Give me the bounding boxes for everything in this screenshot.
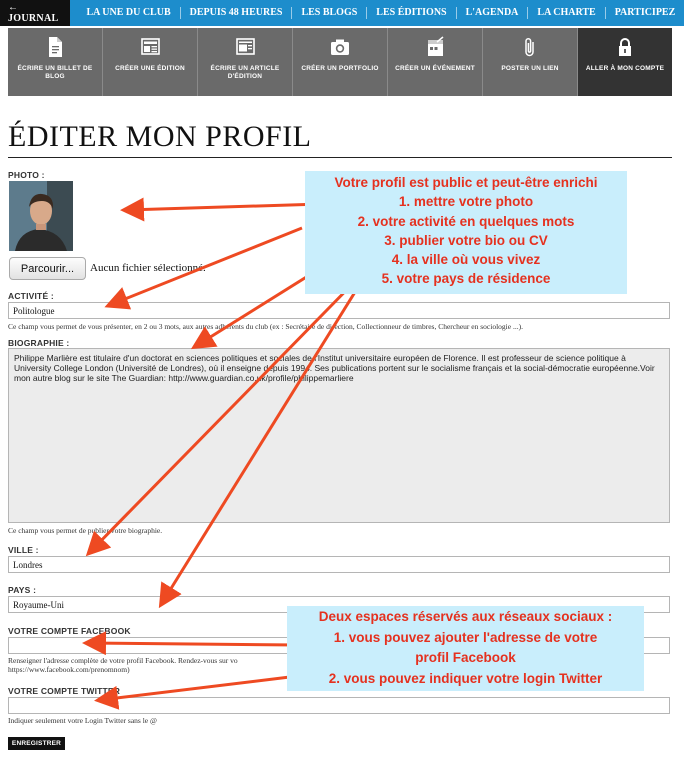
title-divider <box>8 157 672 158</box>
twitter-help: Indiquer seulement votre Login Twitter sans le @ <box>8 716 157 725</box>
nav-participez[interactable]: PARTICIPEZ <box>605 7 684 19</box>
person-portrait-icon <box>9 181 73 251</box>
nav-depuis-48-heures[interactable]: DEPUIS 48 HEURES <box>180 7 292 19</box>
nav-la-charte[interactable]: LA CHARTE <box>527 7 604 19</box>
nav-la-une-du-club[interactable]: LA UNE DU CLUB <box>86 7 171 18</box>
callout-line: profil Facebook <box>415 650 516 665</box>
article-icon <box>235 36 255 58</box>
callout-line: 1. mettre votre photo <box>398 194 534 210</box>
tool-label: ALLER À MON COMPTE <box>585 65 665 72</box>
facebook-label: VOTRE COMPTE FACEBOOK <box>8 626 131 636</box>
create-portfolio-button[interactable] <box>293 28 388 96</box>
nav-les-editions[interactable]: LES ÉDITIONS <box>366 7 455 19</box>
facebook-help <box>8 656 238 674</box>
profile-photo <box>9 181 73 251</box>
callout-line: 3. publier votre bio ou CV <box>384 232 548 248</box>
browse-file-button[interactable]: Parcourir... <box>9 257 86 280</box>
journal-link[interactable]: ← JOURNAL <box>0 0 70 26</box>
tool-label: ÉCRIRE UN BILLET DE BLOG <box>17 65 93 80</box>
photo-label: PHOTO : <box>8 170 45 180</box>
twitter-input[interactable] <box>8 697 670 714</box>
top-navigation <box>0 0 684 26</box>
calendar-icon <box>425 36 445 58</box>
biography-textarea[interactable]: Philippe Marlière est titulaire d'un doctorat en sciences politiques et sociales de l'Institut universitaire européen de Florence. Il est professeur de science politique à University College London (Université de Londres), où il enseigne depuis 1994. Ses publications portent sur le socialisme français et la social-démocratie européenne.Voir mon autre blog sur le site The Guardian: http://www.guardian.co.uk/profile/philippemarliere <box>8 348 670 523</box>
country-input[interactable]: Royaume-Uni <box>8 596 670 613</box>
activity-input[interactable]: Politologue <box>8 302 670 319</box>
tool-label: CRÉER UN PORTFOLIO <box>301 65 379 72</box>
create-edition-button[interactable] <box>103 28 198 96</box>
newspaper-icon <box>140 36 160 58</box>
profile-tips-callout <box>305 171 627 294</box>
tool-label: CRÉER UN ÉVÉNEMENT <box>395 65 475 72</box>
city-label: VILLE : <box>8 545 39 555</box>
write-edition-article-button[interactable] <box>198 28 293 96</box>
save-button[interactable]: ENREGISTRER <box>8 737 65 750</box>
post-link-button[interactable] <box>483 28 578 96</box>
nav-les-blogs[interactable]: LES BLOGS <box>291 7 366 19</box>
paperclip-icon <box>520 36 540 58</box>
callout-line: 2. votre activité en quelques mots <box>357 213 575 229</box>
biography-help: Ce champ vous permet de publier votre biographie. <box>8 526 163 535</box>
social-networks-callout <box>287 606 644 691</box>
callout-line: 5. votre pays de résidence <box>381 271 551 287</box>
action-toolbar <box>8 28 672 96</box>
lock-icon <box>615 36 635 58</box>
nav-l-agenda[interactable]: L'AGENDA <box>456 7 528 19</box>
country-label: PAYS : <box>8 585 37 595</box>
callout-line: 4. la ville où vous vivez <box>391 252 541 268</box>
callout-line: Deux espaces réservés aux réseaux sociaux : <box>318 609 613 624</box>
twitter-label: VOTRE COMPTE TWITTER <box>8 686 121 696</box>
write-blog-post-button[interactable] <box>8 28 103 96</box>
facebook-help-line-2: https://www.facebook.com/prenomnom) <box>8 665 130 674</box>
biography-label: BIOGRAPHIE : <box>8 338 70 348</box>
activity-label: ACTIVITÉ : <box>8 291 54 301</box>
city-input[interactable]: Londres <box>8 556 670 573</box>
callout-line: Votre profil est public et peut-être enrichi <box>334 175 598 190</box>
callout-line: 2. vous pouvez indiquer votre login Twitter <box>328 670 603 686</box>
no-file-selected-text: Aucun fichier sélectionné. <box>90 262 206 274</box>
tool-label: ÉCRIRE UN ARTICLE D'ÉDITION <box>210 65 280 80</box>
go-to-account-button[interactable] <box>578 28 672 96</box>
create-event-button[interactable] <box>388 28 483 96</box>
camera-icon <box>330 36 350 58</box>
document-icon <box>45 36 65 58</box>
callout-line: 1. vous pouvez ajouter l'adresse de votre <box>333 629 598 645</box>
facebook-help-line-1: Renseigner l'adresse complète de votre profil Facebook. Rendez-vous sur vo <box>8 656 238 665</box>
tool-label: POSTER UN LIEN <box>501 65 559 72</box>
page-title: ÉDITER MON PROFIL <box>8 120 312 153</box>
tool-label: CRÉER UNE ÉDITION <box>115 65 185 72</box>
activity-help: Ce champ vous permet de vous présenter, en 2 ou 3 mots, aux autres adhérents du club (ex : Secrétaire de direction, Collectionneur de timbres, Chercheur en sociologie ...). <box>8 322 523 331</box>
